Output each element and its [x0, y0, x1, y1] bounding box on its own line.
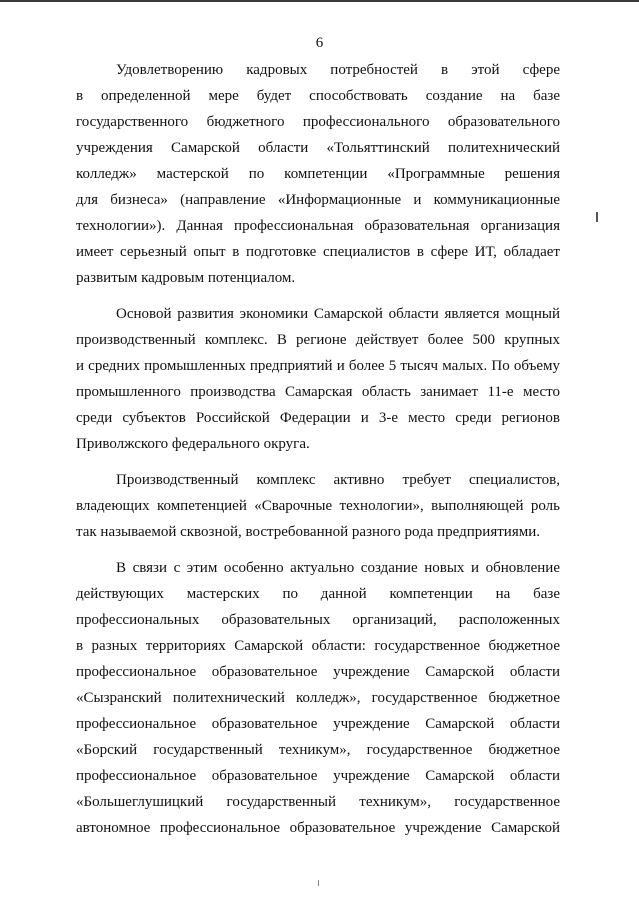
text-line: государственного бюджетного профессионального образовательного — [76, 114, 560, 130]
text-line: колледж» мастерской по компетенции «Программные решения — [76, 166, 560, 182]
text-line: Удовлетворению кадровых потребностей в этой сфере — [116, 62, 560, 78]
text-line: имеет серьезный опыт в подготовке специалистов в сфере ИТ, обладает — [76, 244, 560, 260]
text-line: действующих мастерских по данной компетенции на базе — [76, 586, 560, 602]
margin-mark — [596, 212, 598, 222]
text-line: учреждения Самарской области «Тольяттинский политехнический — [76, 140, 560, 156]
paragraph-spacer — [76, 457, 560, 467]
text-line: В связи с этим особенно актуально создание новых и обновление — [116, 560, 560, 576]
text-line: для бизнеса» (направление «Информационные и коммуникационные — [76, 192, 560, 208]
text-line: и средних промышленных предприятий и более 5 тысяч малых. По объему — [76, 358, 560, 374]
text-line: так называемой сквозной, востребованной разного рода предприятиями. — [76, 524, 540, 540]
text-line: промышленного производства Самарская область занимает 11-е место — [76, 384, 560, 400]
document-body — [76, 57, 560, 841]
paragraph-production — [76, 467, 560, 545]
text-line: профессиональных образовательных организаций, расположенных — [76, 612, 560, 628]
text-line: «Сызранский политехнический колледж», государственное бюджетное — [76, 690, 560, 706]
text-line: владеющих компетенцией «Сварочные технологии», выполняющей роль — [76, 498, 560, 514]
text-line: профессиональное образовательное учреждение Самарской области — [76, 768, 560, 784]
page-number: 6 — [315, 35, 324, 51]
paragraph-staffing — [76, 57, 560, 291]
text-line: в определенной мере будет способствовать создание на базе — [76, 88, 560, 104]
text-line: автономное профессиональное образовательное учреждение Самарской — [76, 820, 560, 836]
scan-top-edge — [0, 0, 639, 8]
text-line: профессиональное образовательное учреждение Самарской области — [76, 716, 560, 732]
text-line: Основой развития экономики Самарской области является мощный — [116, 306, 560, 322]
text-line: профессиональное образовательное учреждение Самарской области — [76, 664, 560, 680]
paragraph-economy — [76, 301, 560, 457]
text-line: «Большеглушицкий государственный техникум», государственное — [76, 794, 560, 810]
text-line: Производственный комплекс активно требует специалистов, — [116, 472, 560, 488]
text-line: среди субъектов Российской Федерации и 3-е место среди регионов — [76, 410, 560, 426]
paragraph-spacer — [76, 291, 560, 301]
paragraph-spacer — [76, 545, 560, 555]
text-line: развитым кадровым потенциалом. — [76, 270, 296, 286]
text-line: производственный комплекс. В регионе действует более 500 крупных — [76, 332, 560, 348]
scan-artifact — [318, 880, 319, 886]
text-line: в разных территориях Самарской области: государственное бюджетное — [76, 638, 560, 654]
paragraph-workshops — [76, 555, 560, 841]
text-line: «Борский государственный техникум», государственное бюджетное — [76, 742, 560, 758]
text-line: Приволжского федерального округа. — [76, 436, 310, 452]
text-line: технологии»). Данная профессиональная образовательная организация — [76, 218, 560, 234]
